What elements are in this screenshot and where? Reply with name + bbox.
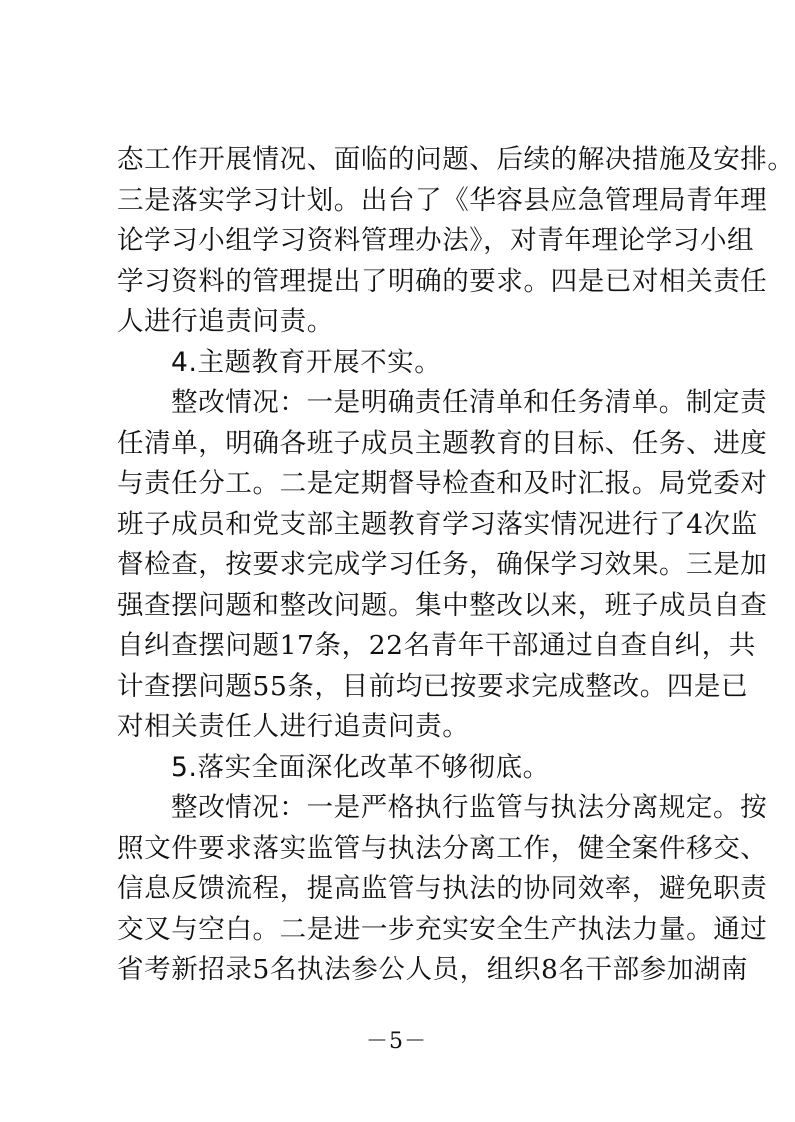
paragraph-line-14: 计查摆问题55条，目前均已按要求完成整改。四是已	[117, 670, 749, 702]
paragraph-line-21: 省考新招录5名执法参公人员，组织8名干部参加湖南	[117, 954, 749, 985]
paragraph-line-11: 督检查，按要求完成学习任务，确保学习效果。三是加	[117, 549, 768, 580]
paragraph-line-3: 论学习小组学习资料管理办法》，对青年理论学习小组	[117, 225, 755, 256]
section-heading-5: 5.落实全面深化改革不够彻底。	[171, 751, 550, 783]
paragraph-line-12: 强查摆问题和整改问题。集中整改以来，班子成员自查	[117, 589, 768, 621]
paragraph-line-7: 整改情况：一是明确责任清单和任务清单。制定责	[171, 387, 768, 418]
paragraph-line-9: 与责任分工。二是定期督导检查和及时汇报。局党委对	[117, 468, 768, 499]
section-heading-4: 4.主题教育开展不实。	[171, 346, 442, 378]
paragraph-line-18: 照文件要求落实监管与执法分离工作，健全案件移交、	[117, 832, 768, 864]
paragraph-line-13: 自纠查摆问题17条，22名青年干部通过自查自纠，共	[117, 630, 756, 661]
page-number: －5－	[366, 1029, 427, 1054]
paragraph-line-10: 班子成员和党支部主题教育学习落实情况进行了4次监	[117, 508, 758, 540]
paragraph-line-8: 任清单，明确各班子成员主题教育的目标、任务、进度	[117, 427, 768, 459]
paragraph-line-2: 三是落实学习计划。出台了《华容县应急管理局青年理	[117, 184, 768, 216]
body-text	[117, 140, 795, 991]
paragraph-line-19: 信息反馈流程，提高监管与执法的协同效率，避免职责	[117, 873, 768, 904]
paragraph-line-4: 学习资料的管理提出了明确的要求。四是已对相关责任	[117, 265, 768, 297]
paragraph-line-20: 交叉与空白。二是进一步充实安全生产执法力量。通过	[117, 913, 768, 945]
paragraph-line-5: 人进行追责问责。	[117, 306, 334, 337]
paragraph-line-17: 整改情况：一是严格执行监管与执法分离规定。按	[171, 792, 768, 823]
paragraph-line-1: 态工作开展情况、面临的问题、后续的解决措施及安排。	[117, 144, 795, 175]
paragraph-line-15: 对相关责任人进行追责问责。	[117, 711, 470, 742]
